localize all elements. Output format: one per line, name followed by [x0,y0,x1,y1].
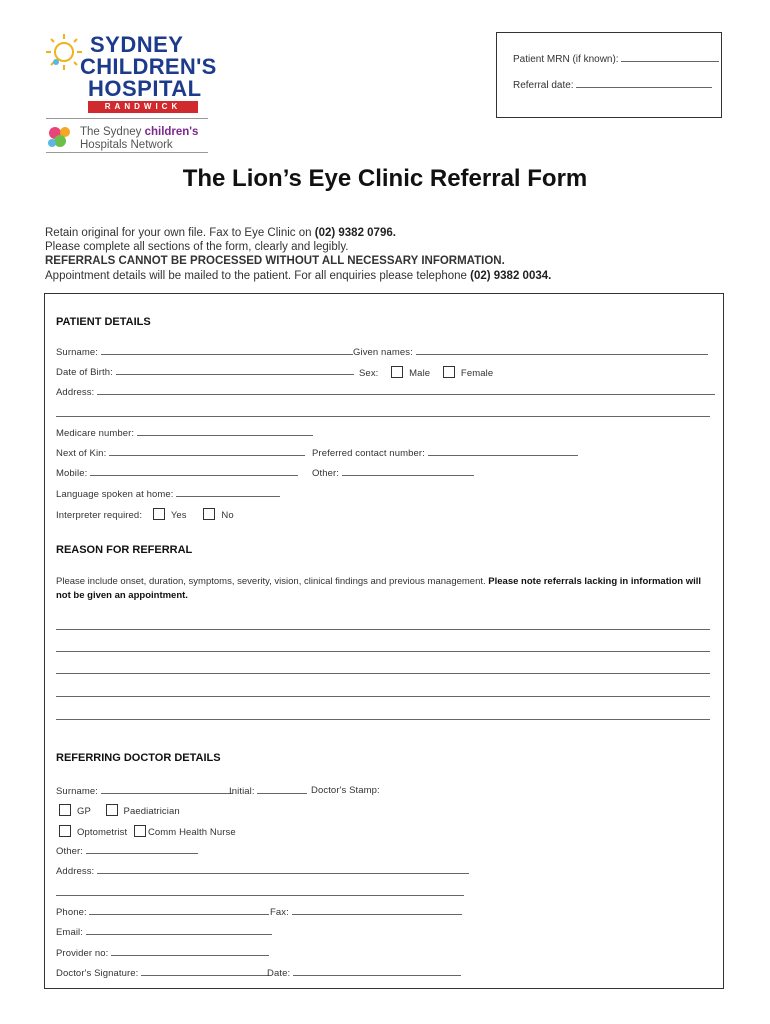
doctor-type-row2: Optometrist Comm Health Nurse [53,825,236,838]
reason-line-3[interactable] [56,673,710,674]
patient-details-heading: PATIENT DETAILS [56,316,151,328]
logo-divider [46,118,208,119]
optometrist-checkbox[interactable] [59,825,71,837]
interpreter-no-checkbox[interactable] [203,508,215,520]
logo-text-childrens: CHILDREN'S [80,54,217,79]
reason-heading: REASON FOR REFERRAL [56,544,193,556]
referral-date-field[interactable]: Referral date: [513,79,712,91]
reason-line-1[interactable] [56,629,710,630]
doctor-address-field[interactable]: Address: [56,865,469,877]
patient-address-line2[interactable] [56,416,710,417]
provider-number-field[interactable]: Provider no: [56,947,269,959]
interpreter-field: Interpreter required: Yes No [56,510,234,521]
mobile-field[interactable]: Mobile: [56,467,298,479]
doctor-heading: REFERRING DOCTOR DETAILS [56,752,221,764]
doctor-signature-field[interactable]: Doctor's Signature: [56,967,269,979]
doctor-date-field[interactable]: Date: [267,967,461,979]
gp-checkbox[interactable] [59,804,71,816]
logo-text-randwick: RANDWICK [88,101,198,113]
doctor-email-field[interactable]: Email: [56,926,272,938]
language-field[interactable]: Language spoken at home: [56,488,280,500]
mrn-field[interactable]: Patient MRN (if known): [513,53,719,65]
comm-health-nurse-checkbox[interactable] [134,825,146,837]
doctor-stamp-label: Doctor's Stamp: [311,785,380,796]
reason-note: Please include onset, duration, symptoms, severity, vision, clinical findings and previous management. Please note referrals lacking in information will not be given an appointment. [56,576,702,601]
doctor-other-field[interactable]: Other: [56,845,198,857]
instructions: Retain original for your own file. Fax to Eye Clinic on (02) 9382 0796. Please complete all sections of the form, clearly and legibly. REFERRALS CANNOT BE PROCESSED WITHOUT ALL NECESSARY INFORMATION. Appointment details will be mailed to the patient. For all enquiries please telephone (02) 9382 0034. [45,227,552,282]
patient-sex-field: Sex: Male Female [359,368,494,379]
patient-surname-field[interactable]: Surname: [56,346,353,358]
reason-line-5[interactable] [56,719,710,720]
hospital-logo [44,30,217,155]
other-contact-field[interactable]: Other: [312,467,474,479]
logo-text-hospital: HOSPITAL [88,76,202,101]
doctor-address-line2[interactable] [56,895,464,896]
sex-female-checkbox[interactable] [443,366,455,378]
doctor-type-row1: GP Paediatrician [53,804,180,817]
paediatrician-checkbox[interactable] [106,804,118,816]
patient-address-field[interactable]: Address: [56,386,715,398]
page-title: The Lion’s Eye Clinic Referral Form [182,165,588,192]
preferred-contact-field[interactable]: Preferred contact number: [312,447,578,459]
doctor-surname-field[interactable]: Surname: [56,785,233,797]
mrn-box [496,32,722,118]
doctor-initial-field[interactable]: Initial: [229,785,307,797]
network-divider [46,152,208,153]
reason-line-4[interactable] [56,696,710,697]
network-flower-icon [46,124,76,150]
logo-text-sydney: SYDNEY [90,32,184,57]
reason-line-2[interactable] [56,651,710,652]
doctor-phone-field[interactable]: Phone: [56,906,269,918]
medicare-number-field[interactable]: Medicare number: [56,427,313,439]
doctor-fax-field[interactable]: Fax: [270,906,462,918]
interpreter-yes-checkbox[interactable] [153,508,165,520]
patient-given-names-field[interactable]: Given names: [353,346,708,358]
sex-male-checkbox[interactable] [391,366,403,378]
patient-dob-field[interactable]: Date of Birth: [56,366,354,378]
network-name: The Sydney children's Hospitals Network [80,126,199,151]
next-of-kin-field[interactable]: Next of Kin: [56,447,305,459]
referral-form [44,293,724,989]
